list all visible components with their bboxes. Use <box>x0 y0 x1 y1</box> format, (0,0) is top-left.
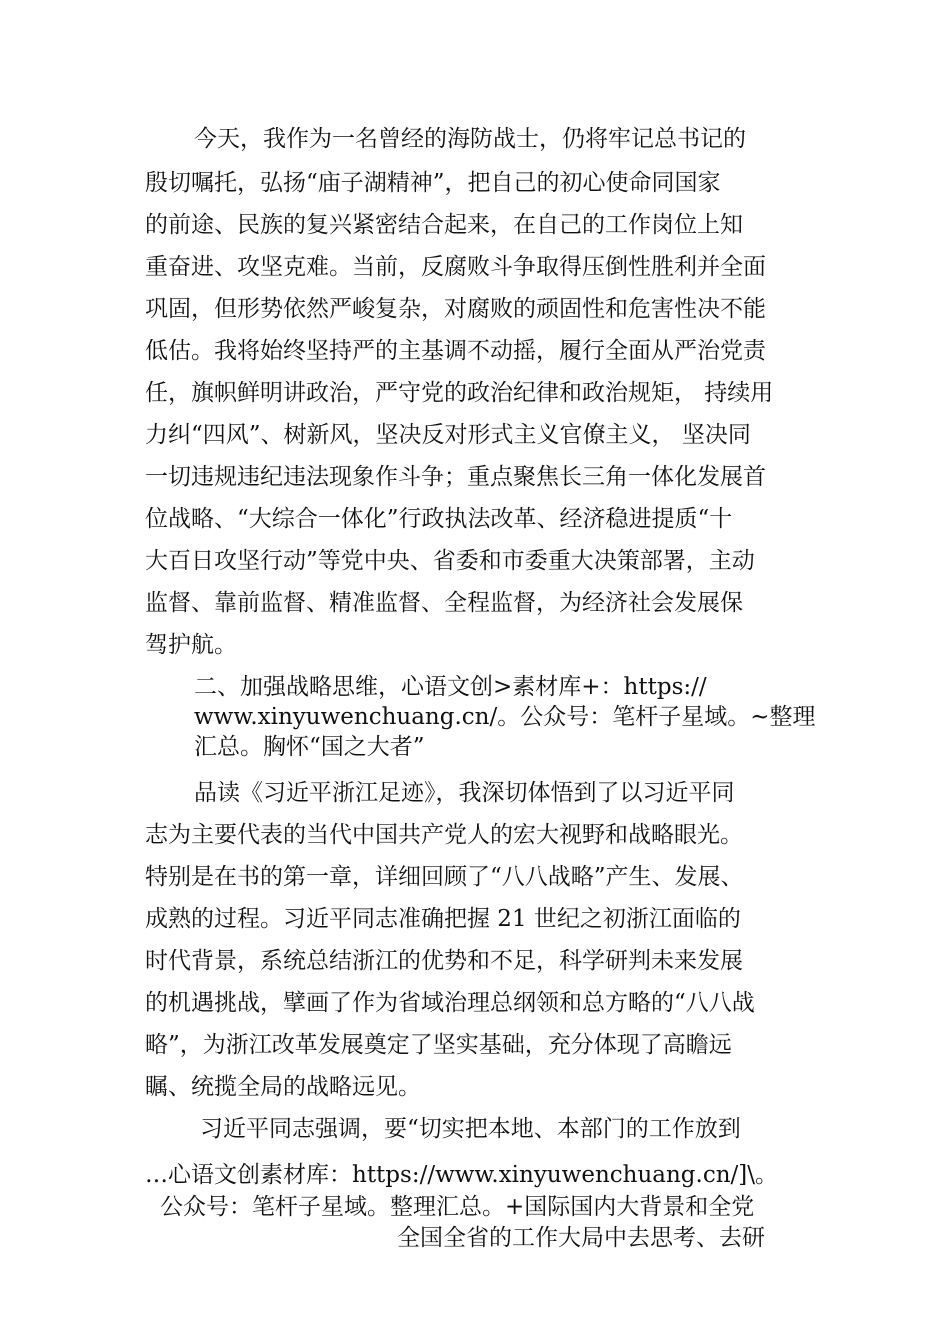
text-line: 巩固，但形势依然严峻复杂，对腐败的顽固性和危害性决不能 <box>145 296 766 322</box>
text-line: 习近平同志强调，要“切实把本地、本部门的工作放到 <box>200 1116 741 1142</box>
text-line: 重奋进、攻坚克难。当前，反腐败斗争取得压倒性胜利并全面 <box>145 254 766 280</box>
text-line: 监督、靠前监督、精准监督、全程监督，为经济社会发展保 <box>145 590 743 616</box>
text-line: 特别是在书的第一章，详细回顾了“八八战略”产生、发展、 <box>145 864 744 890</box>
text-line: 成熟的过程。习近平同志准确把握 21 世纪之初浙江面临的 <box>145 906 741 932</box>
text-line: 位战略、“大综合一体化”行政执法改革、经济稳进提质“十 <box>145 506 733 532</box>
text-line: 殷切嘱托，弘扬“庙子湖精神”，把自己的初心使命同国家 <box>145 170 721 196</box>
text-line: 今天，我作为一名曾经的海防战士，仍将牢记总书记的 <box>194 126 746 152</box>
text-line: 公众号：笔杆子星域。整理汇总。+国际国内大背景和全党 <box>160 1194 755 1220</box>
text-line: 任，旗帜鲜明讲政治，严守党的政治纪律和政治规矩， 持续用 <box>145 380 774 406</box>
text-line: 志为主要代表的当代中国共产党人的宏大视野和战略眼光。 <box>145 822 743 848</box>
text-line: …心语文创素材库：https://www.xinyuwenchuang.cn/]\。 <box>145 1162 779 1188</box>
text-line: 一切违规违纪违法现象作斗争；重点聚焦长三角一体化发展首 <box>145 464 766 490</box>
heading-line: www.xinyuwenchuang.cn/。公众号：笔杆子星域。~整理 <box>194 704 816 730</box>
text-line: 驾护航。 <box>145 632 237 658</box>
text-line: 瞩、统揽全局的战略远见。 <box>145 1074 421 1100</box>
text-line: 时代背景，系统总结浙江的优势和不足，科学研判未来发展 <box>145 948 743 974</box>
text-line: 品读《习近平浙江足迹》，我深切体悟到了以习近平同 <box>194 780 735 806</box>
text-line: 力纠“四风”、树新风，坚决反对形式主义官僚主义， 坚决同 <box>145 422 751 448</box>
text-line: 略”，为浙江改革发展奠定了坚实基础，充分体现了高瞻远 <box>145 1032 732 1058</box>
heading-line: 汇总。胸怀“国之大者” <box>194 734 425 760</box>
heading-line: 二、加强战略思维，心语文创>素材库+：https:// <box>194 674 707 700</box>
text-line: 低估。我将始终坚持严的主基调不动摇，履行全面从严治党责 <box>145 338 766 364</box>
text-line: 全国全省的工作大局中去思考、去研 <box>397 1225 765 1251</box>
text-line: 的机遇挑战，擘画了作为省域治理总纲领和总方略的“八八战 <box>145 990 755 1016</box>
text-line: 的前途、民族的复兴紧密结合起来，在自己的工作岗位上知 <box>145 212 743 238</box>
text-line: 大百日攻坚行动”等党中央、省委和市委重大决策部署，主动 <box>145 548 755 574</box>
